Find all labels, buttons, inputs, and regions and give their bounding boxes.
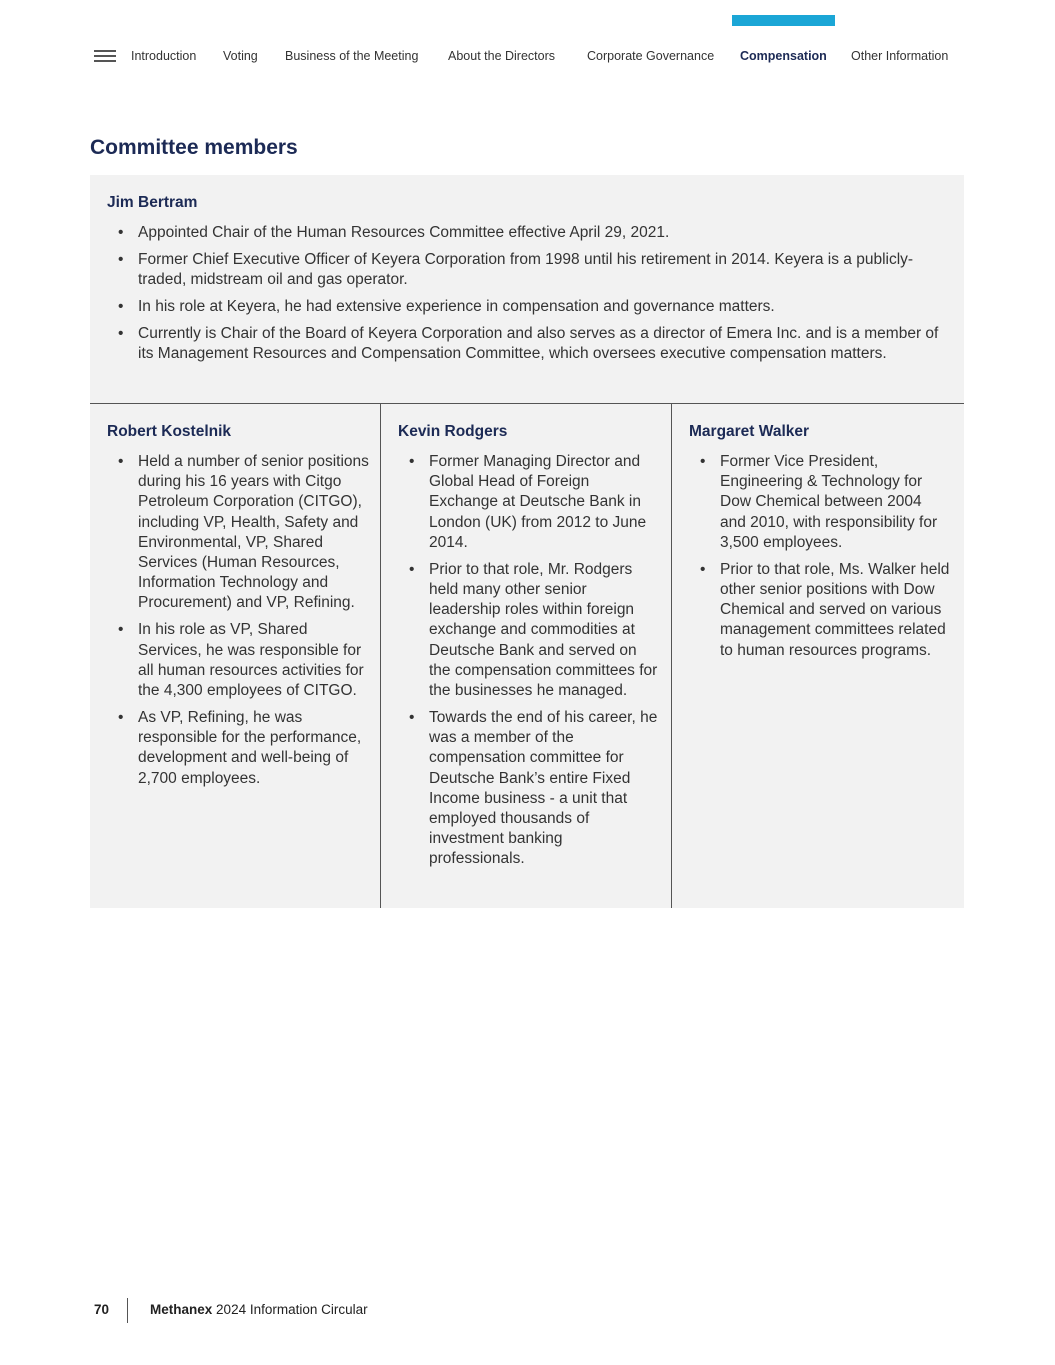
member-columns [90,404,964,908]
list-item: • Currently is Chair of the Board of Keyera Corporation and also serves as a director of Emera Inc. and is a member of its Management Resources and Compensation Committee, which oversees executive compensation matters. [107,324,947,364]
list-item: • Former Chief Executive Officer of Keyera Corporation from 1998 until his retirement in 2014. Keyera is a publicly-traded, midstream oil and gas operator. [107,250,947,290]
nav-item-compensation[interactable]: Compensation [740,49,827,63]
list-item: • As VP, Refining, he was responsible for the performance, development and well-being of 2,700 employees. [107,708,369,789]
list-item: • Towards the end of his career, he was a member of the compensation committee for Deutsche Bank’s entire Fixed Income business - a unit that employed thousands of investment banking professionals. [398,708,660,870]
nav-item-introduction[interactable]: Introduction [131,49,197,63]
nav-item-about-the-directors[interactable]: About the Directors [448,49,555,63]
nav-item-corporate-governance[interactable]: Corporate Governance [587,49,715,63]
page-number: 70 [94,1302,110,1317]
active-tab-indicator [732,15,835,26]
footer-document-title [150,1302,368,1317]
member-panel-jim-bertram [90,175,964,404]
list-item: • Former Vice President, Engineering & Technology for Dow Chemical between 2004 and 2010, with responsibility for 3,500 employees. [689,452,951,553]
footer-company: Methanex [150,1302,213,1317]
footer-document: 2024 Information Circular [216,1302,368,1317]
list-item: • Held a number of senior positions during his 16 years with Citgo Petroleum Corporation (CITGO), including VP, Health, Safety and Environmental, VP, Shared Services (Human Resources, Information Technology and Procurement) and VP, Refining. [107,452,369,614]
member-bullet-list [107,452,369,796]
member-panel-margaret-walker [672,404,964,908]
member-name: Kevin Rodgers [398,423,508,440]
member-name: Margaret Walker [689,423,810,440]
member-name: Jim Bertram [107,194,198,211]
hamburger-menu-icon[interactable] [94,50,116,64]
member-bullet-list [398,452,660,876]
list-item: • Appointed Chair of the Human Resources Committee effective April 29, 2021. [107,223,947,243]
member-panel-robert-kostelnik [90,404,380,908]
section-title: Committee members [90,136,298,159]
list-item: • In his role at Keyera, he had extensive experience in compensation and governance matters. [107,297,947,317]
footer-divider [127,1298,128,1323]
top-navigation [0,0,1055,80]
member-panel-kevin-rodgers [381,404,671,908]
member-name: Robert Kostelnik [107,423,232,440]
member-bullet-list [107,223,947,371]
list-item: • Prior to that role, Mr. Rodgers held many other senior leadership roles within foreign exchange and commodities at Deutsche Bank and served on the compensation committees for the businesses he managed. [398,560,660,701]
member-bullet-list [689,452,951,668]
list-item: • Former Managing Director and Global Head of Foreign Exchange at Deutsche Bank in London (UK) from 2012 to June 2014. [398,452,660,553]
nav-item-business-of-the-meeting[interactable]: Business of the Meeting [285,49,419,63]
list-item: • In his role as VP, Shared Services, he was responsible for all human resources activities for the 4,300 employees of CITGO. [107,620,369,701]
nav-item-other-information[interactable]: Other Information [851,49,949,63]
nav-item-voting[interactable]: Voting [223,49,258,63]
list-item: • Prior to that role, Ms. Walker held other senior positions with Dow Chemical and served on various management committees related to human resources programs. [689,560,951,661]
